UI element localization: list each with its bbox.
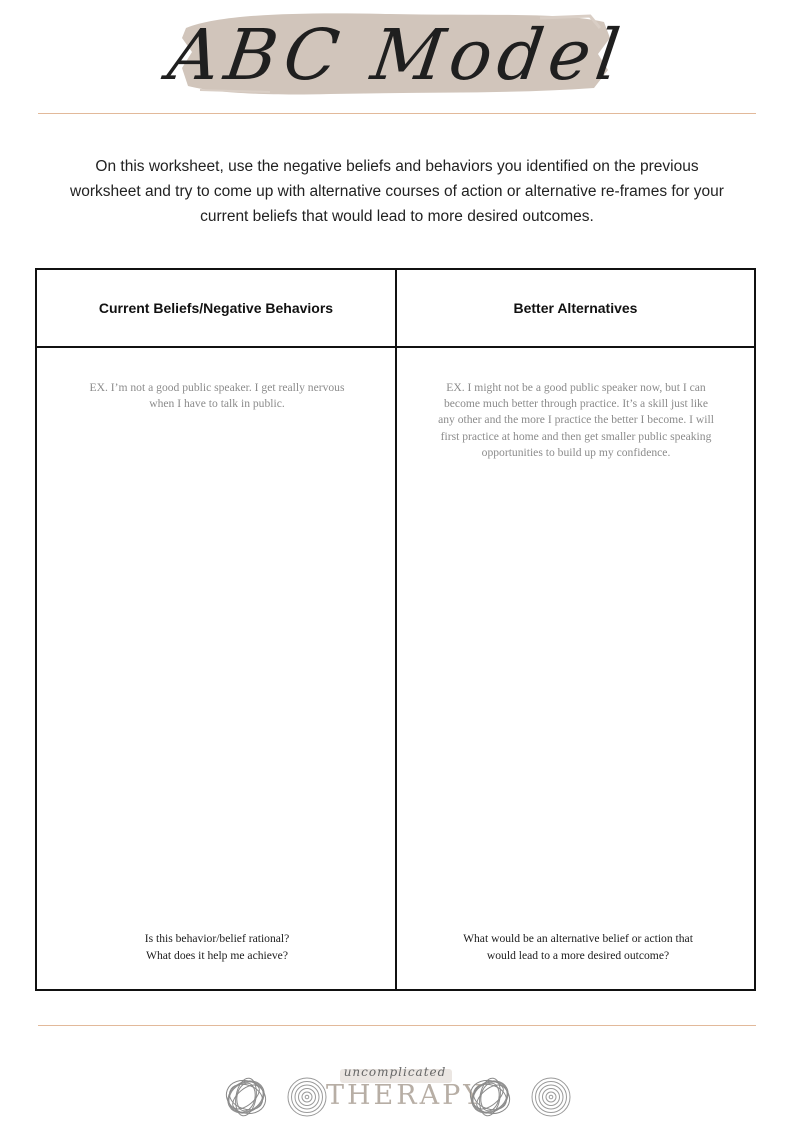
bottom-divider	[38, 1025, 756, 1026]
column-header-current-beliefs: Current Beliefs/Negative Behaviors	[98, 300, 334, 316]
prompt-current-beliefs	[87, 931, 347, 964]
intro-paragraph: On this worksheet, use the negative beliefs and behaviors you identified on the previous worksheet and try to come up with alternative courses of action or alternative re-frames for your current beliefs that would lead to more desired outcomes.	[70, 158, 724, 225]
scribble-icon	[466, 1073, 514, 1121]
prompt-line: What would be an alternative belief or action that	[463, 932, 693, 945]
prompt-line: What does it help me achieve?	[146, 948, 288, 962]
column-header-better-alternatives: Better Alternatives	[513, 300, 638, 316]
column-divider	[395, 270, 397, 989]
prompt-better-alternatives	[437, 931, 719, 964]
prompt-line: Is this behavior/belief rational?	[144, 932, 290, 945]
page-header	[0, 0, 794, 110]
example-current-belief[interactable]: EX. I’m not a good public speaker. I get really nervous when I have to talk in public.	[89, 381, 345, 411]
brand-script-text: uncomplicated	[343, 1065, 447, 1079]
example-better-alternative[interactable]: EX. I might not be a good public speaker now, but I can become much better through practice. It’s a skill just like any other and the more I practice the better I become. I will first practice at home and then get smaller public speaking opportunities to build up my confidence.	[438, 381, 714, 459]
header-divider	[37, 346, 754, 348]
scribble-icon	[222, 1073, 270, 1121]
prompt-line: would lead to a more desired outcome?	[486, 948, 670, 962]
page-title: ABC Model	[163, 14, 631, 96]
worksheet-table	[35, 268, 756, 991]
spiral-icon	[286, 1076, 328, 1118]
top-divider	[38, 113, 756, 114]
spiral-icon	[530, 1076, 572, 1118]
brand-name-text: THERAPY	[326, 1080, 485, 1111]
footer-logo	[0, 1060, 794, 1123]
